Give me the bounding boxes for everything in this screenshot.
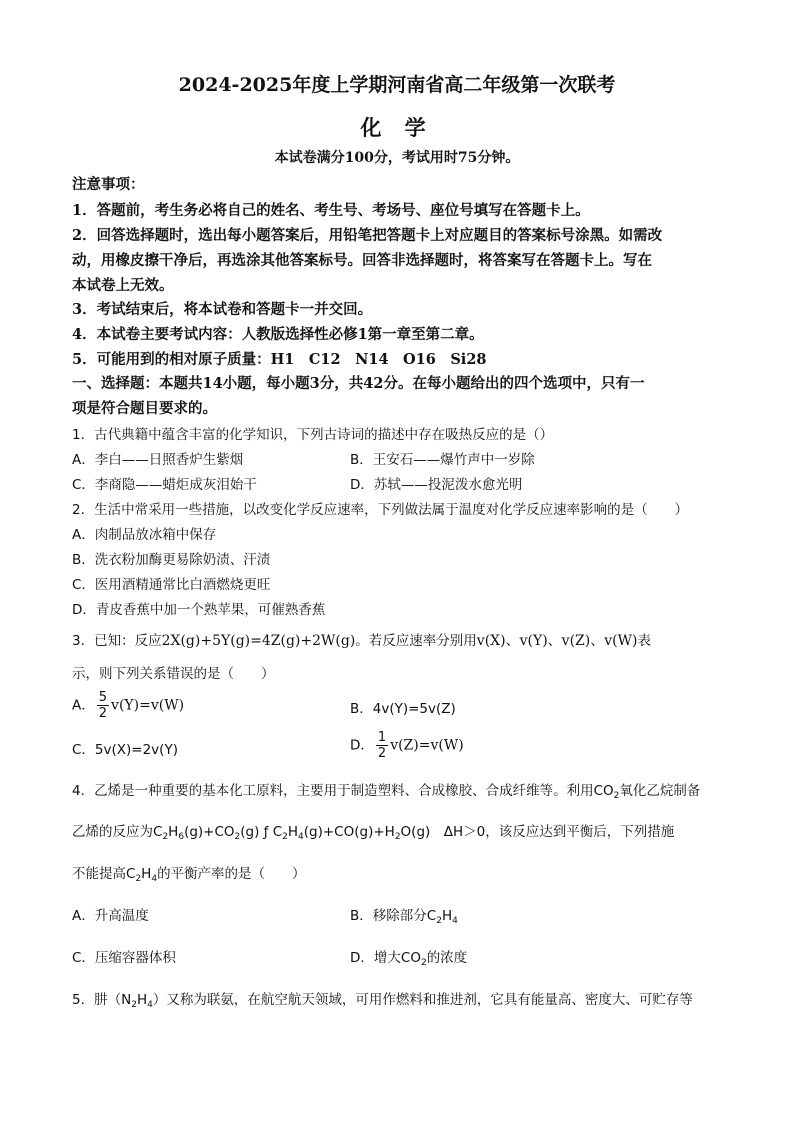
note-4: 4．本试卷主要考试内容：人教版选择性必修1第一章至第二章。 <box>72 326 484 343</box>
note-2-line-2: 动，用橡皮擦干净后，再选涂其他答案标号。回答非选择题时，将答案写在答题卡上。写在 <box>72 252 652 269</box>
note-2-line-3: 本试卷上无效。 <box>72 277 174 294</box>
q5-stem: 5．肼$(N_2H_4)$又称为联氨，在航空航天领域，可用作燃料和推进剂，它具有能量高、密度大、可贮存等 <box>72 992 693 1010</box>
q4-option-d: D．增大$CO_2$的浓度 <box>350 950 468 968</box>
note-2-line-1: 2．回答选择题时，选出每小题答案后，用铅笔把答题卡上对应题目的答案标号涂黑。如需改 <box>72 227 663 244</box>
fraction: $\frac{5}{2}$ <box>98 690 108 721</box>
q3-equation: 2X(g)+5Y(g)=4Z(g)+2W(g) <box>161 633 356 649</box>
q2-stem: 2．生活中常采用一些措施，以改变化学反应速率，下列做法属于温度对化学反应速率影响的是（ ） <box>72 502 689 518</box>
q3-stem: 3．已知：反应2X(g)+5Y(g)=4Z(g)+2W(g)。若反应速率分别用v(X)、v(Y)、v(Z)、v(W)表 <box>72 633 651 649</box>
q4-stem-line-3: 不能提高$C_2H_4$的平衡产率的是（ ） <box>72 866 306 884</box>
q4-option-a: A．升高温度 <box>72 908 149 924</box>
q3-option-c: C．5v(X)=2v(Y) <box>72 742 178 758</box>
q1-option-d: D．苏轼——投泥泼水愈光明 <box>350 477 523 493</box>
q3-stem-line-2: 示，则下列关系错误的是（ ） <box>72 666 275 682</box>
q1-stem: 1．古代典籍中蕴含丰富的化学知识，下列古诗词的描述中存在吸热反应的是（） <box>72 427 554 443</box>
q1-option-a: A．李白——日照香炉生紫烟 <box>72 452 244 468</box>
q3-option-a: A． $\frac{5}{2}$ v(Y)=v(W) <box>72 690 185 721</box>
q1-option-c: C．李商隐——蜡炬成灰泪始干 <box>72 477 257 493</box>
q3-option-d: D． $\frac{1}{2}$ v(Z)=v(W) <box>350 730 464 761</box>
section-1-heading-line-2: 项是符合题目要求的。 <box>72 400 217 417</box>
subject-title: 化 学 <box>360 115 434 140</box>
q2-option-c: C．医用酒精通常比白酒燃烧更旺 <box>72 577 271 593</box>
exam-info: 本试卷满分100分，考试用时75分钟。 <box>274 150 520 166</box>
q3-option-b: B．4v(Y)=5v(Z) <box>350 701 456 717</box>
q3-rate-symbols: v(X)、v(Y)、v(Z)、v(W) <box>476 633 638 649</box>
q2-option-d: D．青皮香蕉中加一个熟苹果，可催熟香蕉 <box>72 602 326 618</box>
q4-stem-line-1: 4．乙烯是一种重要的基本化工原料，主要用于制造塑料、合成橡胶、合成纤维等。利用$CO_2$氧化乙烷制备 <box>72 783 701 801</box>
q4-stem-line-2: 乙烯的反应为$C_2H_6(g)+CO_2(g)$ ƒ $C_2H_4(g)+CO(g)+H_2O(g)$ ΔH＞0，该反应达到平衡后，下列措施 <box>72 824 675 842</box>
note-5: 5．可能用到的相对原子质量：H1 C12 N14 O16 Si28 <box>72 351 487 368</box>
fraction: $\frac{1}{2}$ <box>377 730 387 761</box>
q1-option-b: B．王安石——爆竹声中一岁除 <box>350 452 535 468</box>
section-1-heading-line-1: 一、选择题：本题共14小题，每小题3分，共42分。在每小题给出的四个选项中，只有一 <box>72 375 645 392</box>
q4-option-b: B．移除部分$C_2H_4$ <box>350 908 458 926</box>
q2-option-b: B．洗衣粉加酶更易除奶渍、汗渍 <box>72 552 271 568</box>
q4-option-c: C．压缩容器体积 <box>72 950 176 966</box>
note-3: 3．考试结束后，将本试卷和答题卡一并交回。 <box>72 301 373 318</box>
note-1: 1．答题前，考生务必将自己的姓名、考生号、考场号、座位号填写在答题卡上。 <box>72 202 590 219</box>
exam-title: 2024-2025年度上学期河南省高二年级第一次联考 <box>178 74 616 96</box>
q2-option-a: A．肉制品放冰箱中保存 <box>72 527 217 543</box>
notes-heading: 注意事项： <box>72 176 145 193</box>
